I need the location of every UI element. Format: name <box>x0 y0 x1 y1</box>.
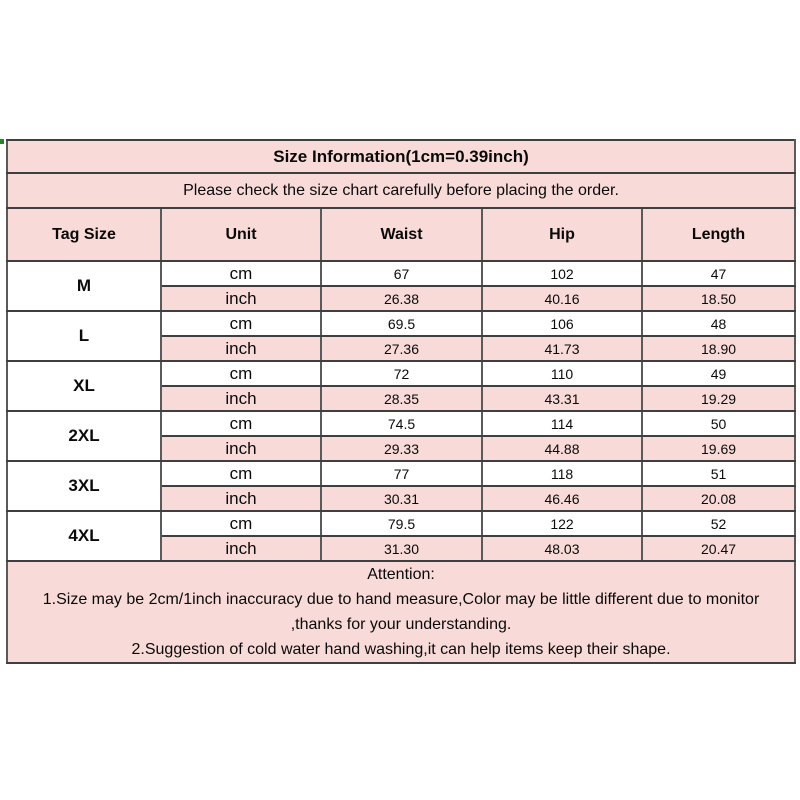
waist-cm-value: 77 <box>321 461 482 486</box>
waist-inch-value: 30.31 <box>321 486 482 511</box>
waist-inch-value: 31.30 <box>321 536 482 561</box>
length-cm-value: 50 <box>642 411 795 436</box>
size-chart-subtitle: Please check the size chart carefully before placing the order. <box>7 173 795 208</box>
waist-cm-value: 74.5 <box>321 411 482 436</box>
length-inch-value: 18.90 <box>642 336 795 361</box>
length-inch-value: 19.29 <box>642 386 795 411</box>
unit-label-inch: inch <box>161 536 321 561</box>
unit-label-cm: cm <box>161 411 321 436</box>
hip-cm-value: 102 <box>482 261 642 286</box>
length-cm-value: 52 <box>642 511 795 536</box>
column-header-tag-size: Tag Size <box>7 208 161 261</box>
unit-label-inch: inch <box>161 486 321 511</box>
unit-label-cm: cm <box>161 461 321 486</box>
unit-label-inch: inch <box>161 286 321 311</box>
unit-label-cm: cm <box>161 311 321 336</box>
hip-cm-value: 114 <box>482 411 642 436</box>
length-inch-value: 20.08 <box>642 486 795 511</box>
waist-inch-value: 28.35 <box>321 386 482 411</box>
tag-size-m: M <box>7 261 161 311</box>
length-inch-value: 20.47 <box>642 536 795 561</box>
unit-label-inch: inch <box>161 336 321 361</box>
unit-label-cm: cm <box>161 261 321 286</box>
hip-inch-value: 48.03 <box>482 536 642 561</box>
column-header-hip: Hip <box>482 208 642 261</box>
length-cm-value: 47 <box>642 261 795 286</box>
hip-inch-value: 40.16 <box>482 286 642 311</box>
tag-size-xl: XL <box>7 361 161 411</box>
hip-cm-value: 122 <box>482 511 642 536</box>
attention-line-3: 2.Suggestion of cold water hand washing,it can help items keep their shape. <box>131 641 671 658</box>
hip-inch-value: 44.88 <box>482 436 642 461</box>
length-cm-value: 49 <box>642 361 795 386</box>
waist-inch-value: 27.36 <box>321 336 482 361</box>
hip-inch-value: 46.46 <box>482 486 642 511</box>
length-cm-value: 51 <box>642 461 795 486</box>
column-header-length: Length <box>642 208 795 261</box>
attention-heading: Attention: <box>367 566 435 583</box>
tag-size-2xl: 2XL <box>7 411 161 461</box>
unit-label-inch: inch <box>161 436 321 461</box>
unit-label-cm: cm <box>161 361 321 386</box>
tag-size-3xl: 3XL <box>7 461 161 511</box>
tag-size-l: L <box>7 311 161 361</box>
attention-line-1: 1.Size may be 2cm/1inch inaccuracy due to hand measure,Color may be little different due to monitor <box>42 591 760 608</box>
waist-cm-value: 69.5 <box>321 311 482 336</box>
corner-artifact <box>0 139 4 144</box>
waist-inch-value: 26.38 <box>321 286 482 311</box>
unit-label-inch: inch <box>161 386 321 411</box>
hip-cm-value: 106 <box>482 311 642 336</box>
unit-label-cm: cm <box>161 511 321 536</box>
length-inch-value: 18.50 <box>642 286 795 311</box>
hip-cm-value: 110 <box>482 361 642 386</box>
hip-inch-value: 41.73 <box>482 336 642 361</box>
waist-cm-value: 79.5 <box>321 511 482 536</box>
length-cm-value: 48 <box>642 311 795 336</box>
tag-size-4xl: 4XL <box>7 511 161 561</box>
waist-inch-value: 29.33 <box>321 436 482 461</box>
column-header-unit: Unit <box>161 208 321 261</box>
hip-inch-value: 43.31 <box>482 386 642 411</box>
size-chart-title: Size Information(1cm=0.39inch) <box>7 140 795 173</box>
column-header-waist: Waist <box>321 208 482 261</box>
waist-cm-value: 67 <box>321 261 482 286</box>
waist-cm-value: 72 <box>321 361 482 386</box>
hip-cm-value: 118 <box>482 461 642 486</box>
attention-line-2: ,thanks for your understanding. <box>290 616 512 633</box>
length-inch-value: 19.69 <box>642 436 795 461</box>
attention-note <box>7 561 795 663</box>
size-chart-table <box>6 139 796 664</box>
